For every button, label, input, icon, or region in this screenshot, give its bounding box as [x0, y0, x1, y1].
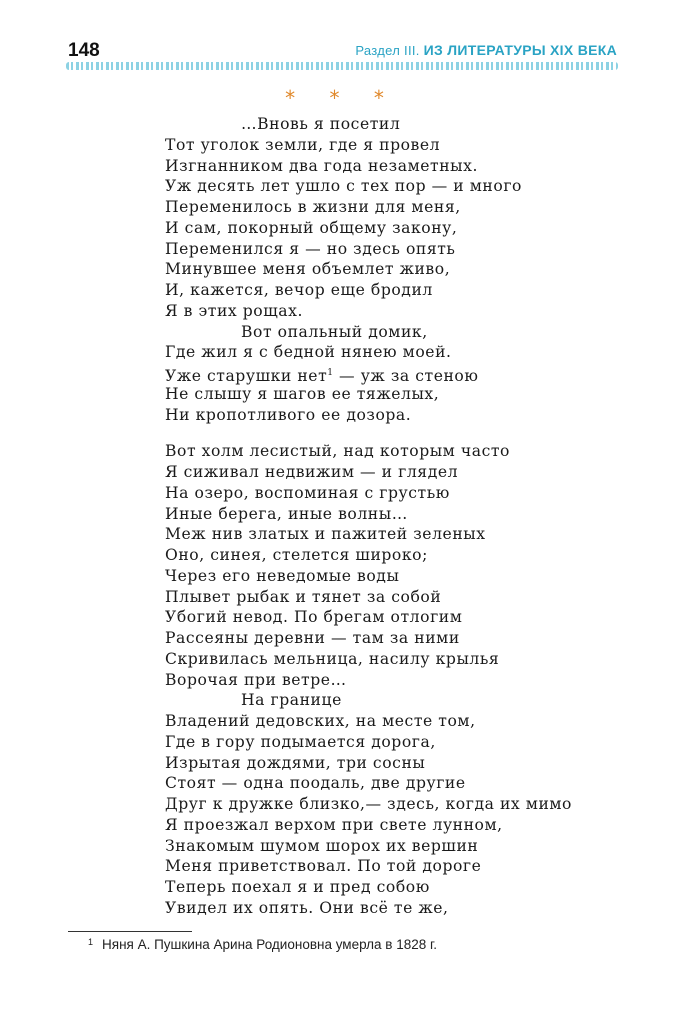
poem-line-text: Я в этих рощах. — [165, 301, 303, 320]
footnote — [88, 937, 437, 952]
poem-text — [165, 114, 572, 919]
poem-line-text: Плывет рыбак и тянет за собой — [165, 587, 442, 606]
poem-line-text: Теперь поехал я и пред собою — [165, 878, 430, 896]
poem-line-text: Минувшее меня объемлет живо, — [165, 260, 451, 279]
poem-line-text: Уже старушки нет — [165, 367, 328, 386]
poem-line-text: Я сиживал недвижим — и глядел — [165, 463, 459, 481]
poem-line-text: Через его неведомые воды — [165, 566, 400, 585]
poem-line-text: Переменился я — но здесь опять — [165, 239, 456, 258]
poem-line-text: Переменилось в жизни для меня, — [165, 198, 461, 216]
poem-line — [165, 342, 572, 363]
poem-line — [165, 322, 572, 343]
poem-line — [165, 483, 572, 504]
poem-line — [165, 607, 572, 628]
poem-line — [165, 566, 572, 587]
poem-line — [165, 898, 572, 919]
poem-line — [165, 259, 572, 280]
poem-line — [165, 753, 572, 774]
poem-line-text: Изрытая дождями, три сосны — [165, 753, 426, 772]
poem-line — [165, 649, 572, 670]
poem-line-text: И сам, покорный общему закону, — [165, 218, 458, 237]
poem-line-text: Увидел их опять. Они всё те же, — [165, 898, 449, 917]
poem-line — [165, 176, 572, 197]
poem-line-text: Владений дедовских, на месте том, — [165, 712, 476, 730]
poem-line-text: Скривилась мельница, насилу крылья — [165, 649, 500, 668]
poem-line-text: Ни кропотливого ее дозора. — [165, 405, 412, 424]
poem-line — [165, 670, 572, 691]
footnote-divider — [68, 931, 192, 932]
poem-line — [165, 301, 572, 322]
page-number: 148 — [68, 40, 100, 61]
poem-line-text: На озеро, воспоминая с грустью — [165, 483, 450, 502]
poem-line-text: — уж за стеною — [333, 367, 479, 386]
poem-line-text: Друг к дружке близко,— здесь, когда их мимо — [165, 795, 572, 813]
poem-line — [165, 114, 572, 135]
poem-line-text: Ворочая при ветре… — [165, 670, 347, 689]
footnote-text: Няня А. Пушкина Арина Родионовна умерла в 1828 г. — [102, 937, 438, 952]
poem-line — [165, 218, 572, 239]
footnote-reference: 1 — [327, 368, 334, 378]
poem-line — [165, 405, 572, 426]
poem-line — [165, 690, 572, 711]
poem-line-text: Изгнанником два года незаметных. — [165, 156, 478, 175]
poem-line-text: Тот уголок земли, где я провел — [165, 135, 441, 154]
poem-line — [165, 504, 572, 525]
footnote-mark: 1 — [88, 937, 94, 947]
poem-line — [165, 856, 572, 877]
poem-line-text: И, кажется, вечор еще бродил — [165, 281, 433, 299]
poem-line — [165, 363, 572, 384]
poem-line-text: Рассеяны деревни — там за ними — [165, 629, 460, 647]
poem-line — [165, 462, 572, 483]
poem-line-text: Я проезжал верхом при свете лунном, — [165, 815, 503, 834]
poem-line — [165, 156, 572, 177]
poem-line — [165, 836, 572, 857]
poem-line — [165, 773, 572, 794]
poem-line-text: Где в гору подымается дорога, — [165, 732, 436, 751]
section-stars: * * * — [285, 86, 398, 110]
poem-line-text: …Вновь я посетил — [241, 115, 401, 133]
poem-line-text: Стоят — одна поодаль, две другие — [165, 774, 466, 793]
poem-line — [165, 587, 572, 608]
poem-line — [165, 732, 572, 753]
poem-line-text: Оно, синея, стелется широко; — [165, 546, 428, 564]
poem-line-text: Не слышу я шагов ее тяжелых, — [165, 384, 440, 403]
poem-line-text: Вот опальный домик, — [241, 322, 428, 341]
poem-line — [165, 384, 572, 405]
poem-line-text: Убогий невод. По брегам отлогим — [165, 608, 463, 627]
poem-line — [165, 711, 572, 732]
poem-line-text: Уж десять лет ушло с тех пор — и много — [165, 177, 522, 196]
poem-line-text: Иные берега, иные волны… — [165, 504, 408, 523]
poem-line — [165, 441, 572, 462]
poem-line-text: На границе — [241, 691, 342, 710]
poem-line — [165, 239, 572, 260]
running-header — [355, 42, 617, 58]
poem-line — [165, 877, 572, 898]
poem-line-text: Знакомым шумом шорох их вершин — [165, 836, 479, 855]
poem-line — [165, 545, 572, 566]
poem-line — [165, 280, 572, 301]
poem-line-text: Вот холм лесистый, над которым часто — [165, 442, 510, 461]
poem-line-text: Меж нив златых и пажитей зеленых — [165, 525, 486, 544]
poem-line — [165, 815, 572, 836]
section-label: Раздел III. — [355, 43, 420, 58]
poem-line — [165, 197, 572, 218]
poem-line — [165, 135, 572, 156]
poem-line-text: Где жил я с бедной нянею моей. — [165, 343, 452, 362]
poem-line-text: Меня приветствовал. По той дороге — [165, 857, 482, 876]
ornament-divider — [66, 62, 618, 70]
poem-line — [165, 794, 572, 815]
poem-line — [165, 628, 572, 649]
section-title: ИЗ ЛИТЕРАТУРЫ XIX ВЕКА — [423, 42, 617, 58]
poem-line — [165, 524, 572, 545]
